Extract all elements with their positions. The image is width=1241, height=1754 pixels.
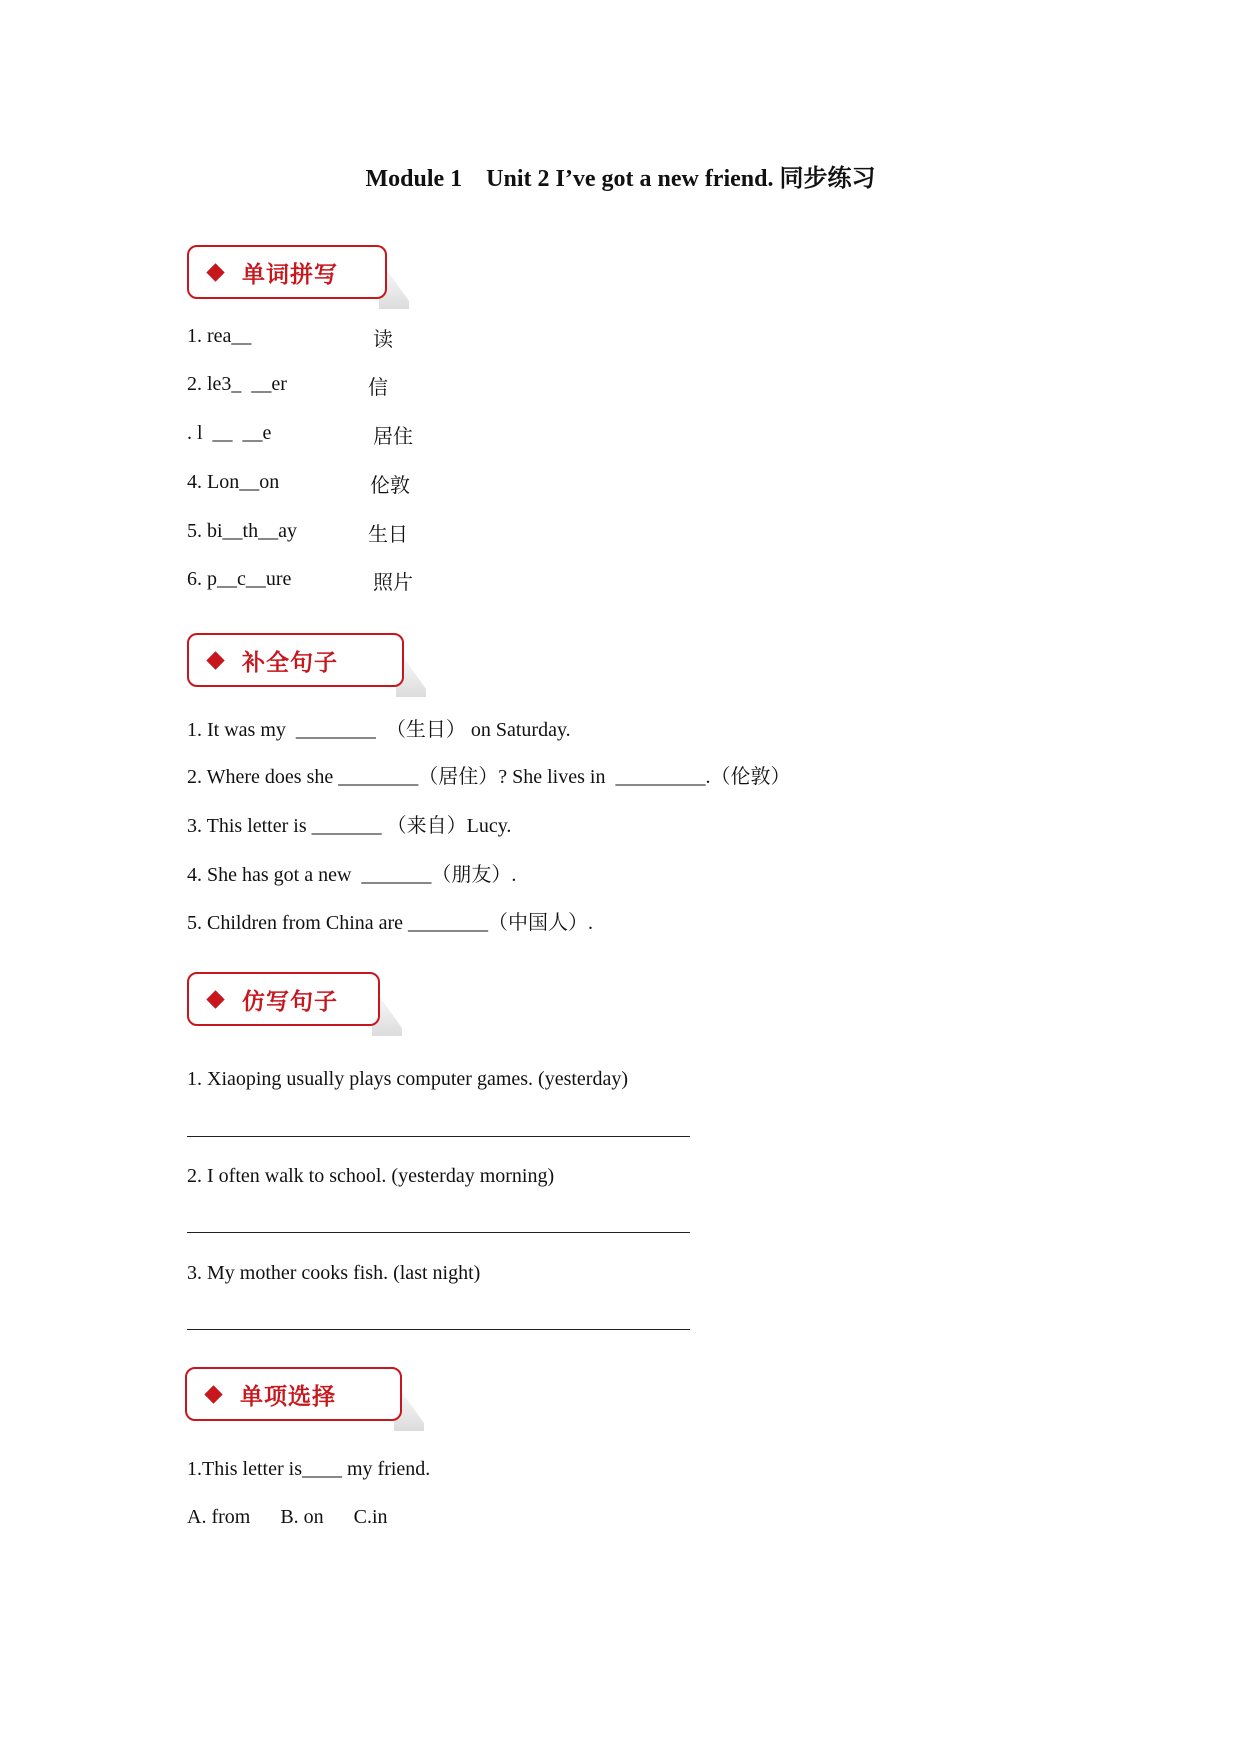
sentence-item: 3. This letter is _______ （来自）Lucy. bbox=[187, 815, 512, 837]
diamond-icon bbox=[204, 1385, 222, 1403]
spelling-item: 4. Lon__on bbox=[187, 471, 280, 493]
spelling-hint: 照片 bbox=[373, 570, 413, 594]
choice-options: A. from B. on C.in bbox=[187, 1506, 388, 1528]
section-title: 补全句子 bbox=[242, 649, 338, 676]
section-title: 仿写句子 bbox=[242, 988, 338, 1015]
sentence-item: 4. She has got a new _______（朋友）. bbox=[187, 864, 517, 886]
diamond-icon bbox=[206, 651, 224, 669]
spelling-item: 2. le3_ __er bbox=[187, 373, 287, 395]
spelling-item: 6. p__c__ure bbox=[187, 568, 292, 590]
spelling-hint: 生日 bbox=[368, 522, 408, 546]
answer-line bbox=[187, 1329, 690, 1330]
choice-question: 1.This letter is____ my friend. bbox=[187, 1458, 431, 1480]
page-title: Module 1 Unit 2 I’ve got a new friend. 同步练习 bbox=[365, 166, 876, 192]
diamond-icon bbox=[206, 990, 224, 1008]
answer-line bbox=[187, 1232, 690, 1233]
answer-line bbox=[187, 1136, 690, 1137]
sentence-item: 5. Children from China are ________（中国人）. bbox=[187, 912, 594, 934]
rewrite-item: 1. Xiaoping usually plays computer games. (yesterday) bbox=[187, 1068, 628, 1090]
spelling-item: 1. rea__ bbox=[187, 325, 252, 347]
spelling-hint: 信 bbox=[368, 375, 388, 399]
spelling-item: 5. bi__th__ay bbox=[187, 520, 297, 542]
rewrite-item: 2. I often walk to school. (yesterday morning) bbox=[187, 1165, 555, 1187]
diamond-icon bbox=[206, 263, 224, 281]
section-title: 单词拼写 bbox=[242, 261, 338, 288]
spelling-hint: 居住 bbox=[373, 424, 413, 448]
rewrite-item: 3. My mother cooks fish. (last night) bbox=[187, 1262, 481, 1284]
section-title: 单项选择 bbox=[240, 1383, 336, 1410]
spelling-hint: 读 bbox=[373, 327, 393, 351]
sentence-item: 2. Where does she ________（居住）? She lives in _________.（伦敦） bbox=[187, 766, 791, 788]
spelling-hint: 伦敦 bbox=[370, 473, 410, 497]
sentence-item: 1. It was my ________ （生日） on Saturday. bbox=[187, 719, 571, 741]
spelling-item: . l __ __e bbox=[187, 422, 272, 444]
